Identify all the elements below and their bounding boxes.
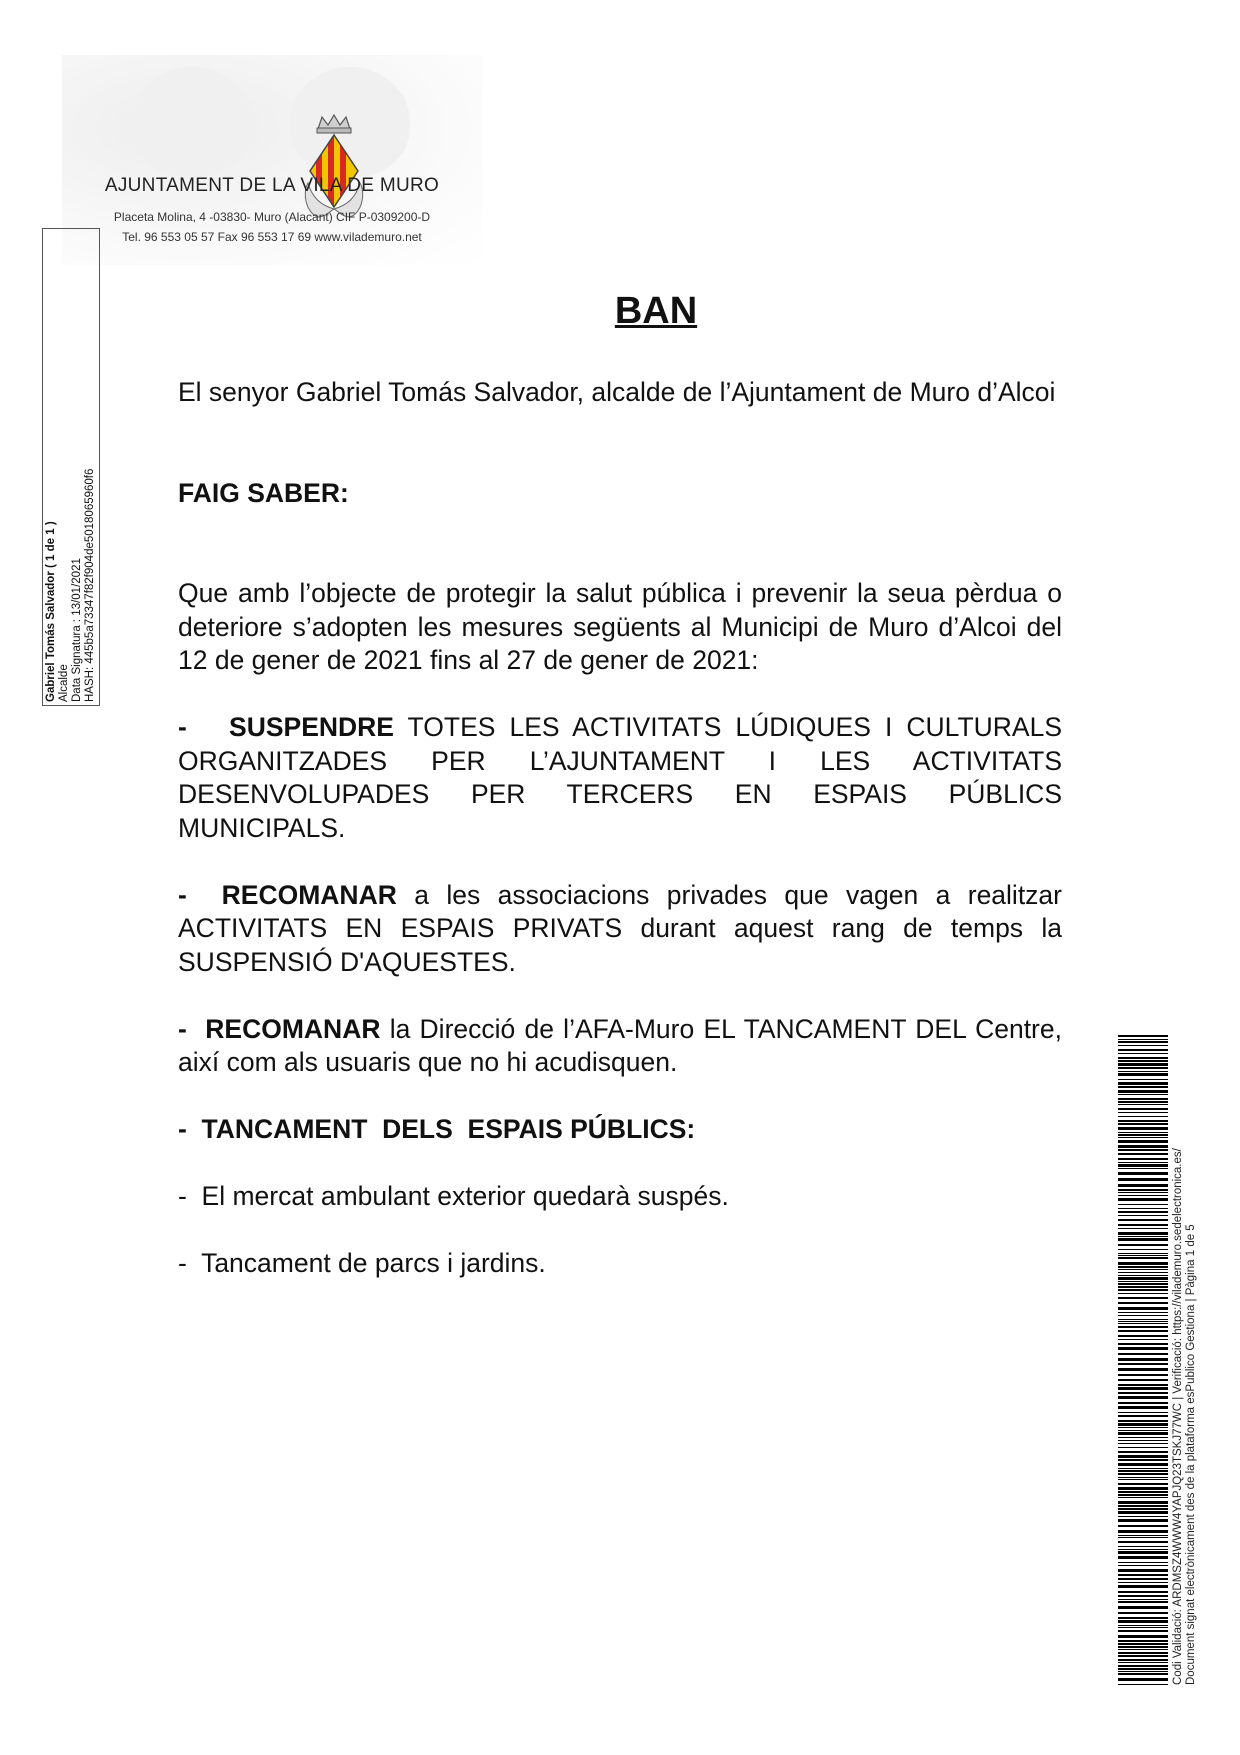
measure-text: la Direcció de l’AFA-Muro EL TANCAMENT DEL Centre, així com als usuaris que no hi acudisquen. xyxy=(178,1013,1062,1077)
measure-text: TOTES LES ACTIVITATS LÚDIQUES I CULTURALS ORGANITZADES PER L’AJUNTAMENT I LES ACTIVITATS DESENVOLUPADES PER TERCERS EN ESPAIS PÚBLICS MUNICIPALS. xyxy=(178,712,1062,843)
barcode xyxy=(1118,1035,1168,1685)
verification-platform: Document signat electrònicament des de la plataforma esPublico Gestiona | Pàgina 1 de 5 xyxy=(1185,1224,1197,1685)
measure-suspendre xyxy=(178,711,1062,845)
signer-name: Gabriel Tomás Salvador ( 1 de 1 ) xyxy=(45,521,57,702)
signature-date: Data Signatura : 13/01/2021 xyxy=(71,558,83,702)
measure-keyword: RECOMANAR xyxy=(221,879,397,910)
verification-text xyxy=(1172,1025,1198,1685)
measure-prefix: - xyxy=(178,712,187,742)
signer-role: Alcalde xyxy=(58,664,70,702)
signature-hash: HASH: 445b5a73347f82f904de5018065960f6 xyxy=(84,468,96,702)
coat-of-arms-icon xyxy=(300,113,368,223)
verification-code: Codi Validació: ARDMSZ4WWW4YAPJQ23TSKJ77WC | Verificació: https://vilademuro.sedelectronica.es/ xyxy=(1172,1148,1184,1685)
measure-prefix: - xyxy=(178,1013,187,1044)
purpose-paragraph: Que amb l’objecte de protegir la salut pública i prevenir la seua pèrdua o deteriore s’adopten les mesures següents al Municipi de Muro d’Alcoi del 12 de gener de 2021 fins al 27 de gener de 2021: xyxy=(178,578,1062,675)
intro-paragraph: El senyor Gabriel Tomás Salvador, alcalde de l’Ajuntament de Muro d’Alcoi xyxy=(178,377,1056,407)
left-lion-watermark xyxy=(132,67,252,177)
measure-prefix: - xyxy=(178,879,187,910)
measure-text: a les associacions privades que vagen a realitzar ACTIVITATS EN ESPAIS PRIVATS durant aquest rang de temps la SUSPENSIÓ D'AQUESTES. xyxy=(178,879,1062,977)
faig-saber-heading: FAIG SABER: xyxy=(178,477,349,508)
measure-recomanar-associacions xyxy=(178,879,1062,980)
org-name: AJUNTAMENT DE LA VILA DE MURO xyxy=(104,175,440,196)
document-title: BAN xyxy=(614,290,698,332)
org-address: Placeta Molina, 4 -03830- Muro (Alacant) CIF P-0309200-D xyxy=(113,210,431,224)
measure-mercat: - El mercat ambulant exterior quedarà suspés. xyxy=(178,1181,729,1211)
measure-recomanar-afa xyxy=(178,1013,1062,1080)
document-body xyxy=(178,376,1062,1281)
measure-tancament-heading: - TANCAMENT DELS ESPAIS PÚBLICS: xyxy=(178,1114,696,1144)
measure-parcs: - Tancament de parcs i jardins. xyxy=(178,1248,546,1278)
measure-keyword: SUSPENDRE xyxy=(229,712,394,742)
org-contact: Tel. 96 553 05 57 Fax 96 553 17 69 www.vilademuro.net xyxy=(122,230,422,244)
letterhead xyxy=(62,55,482,265)
measure-keyword: RECOMANAR xyxy=(205,1013,381,1044)
